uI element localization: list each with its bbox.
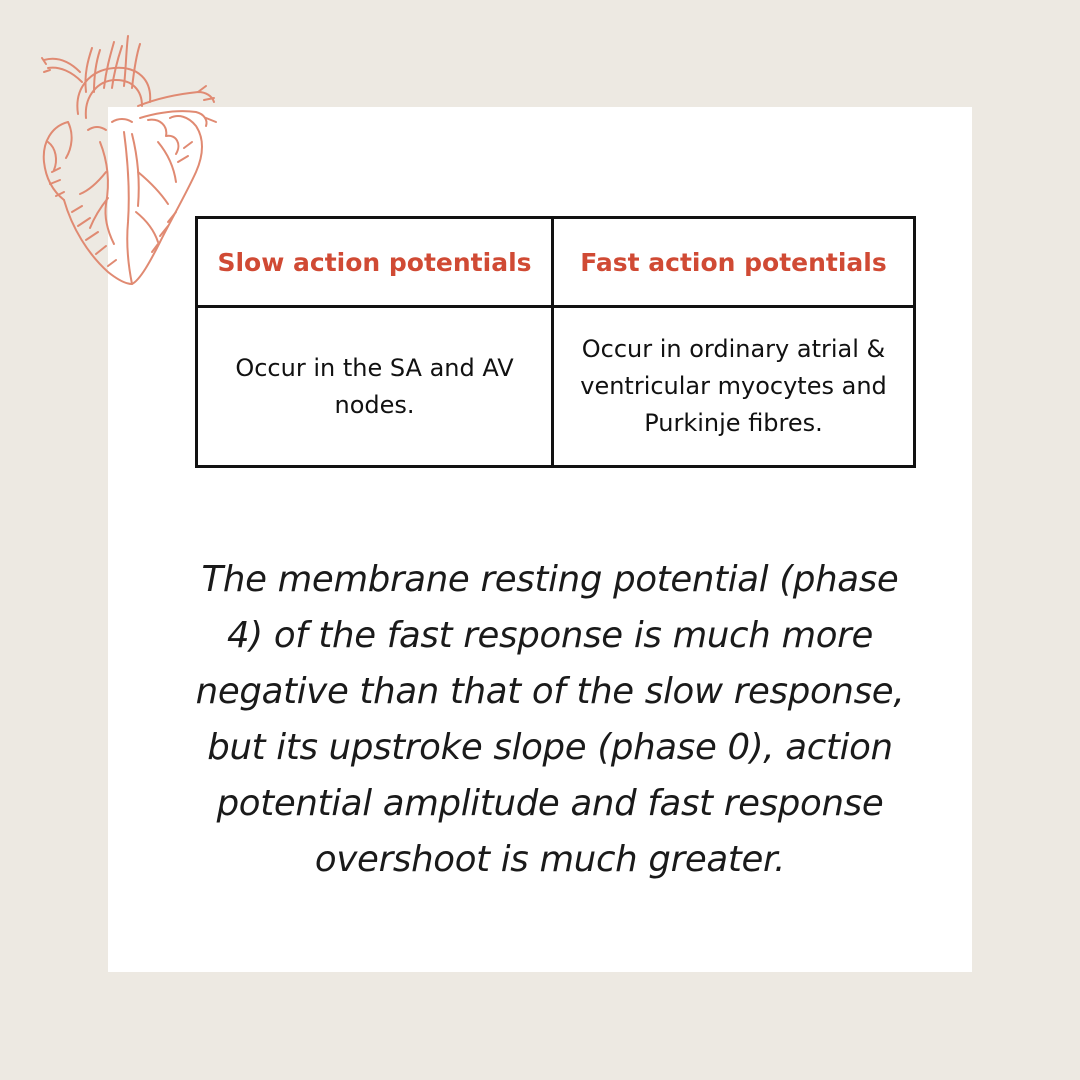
fast-action-potentials-cell: Occur in ordinary atrial & ventricular myocytes and Purkinje fibres. — [553, 307, 915, 467]
slow-action-potentials-cell: Occur in the SA and AV nodes. — [197, 307, 553, 467]
header-slow-action-potentials: Slow action potentials — [197, 218, 553, 307]
header-fast-action-potentials: Fast action potentials — [553, 218, 915, 307]
table-header-row — [197, 218, 915, 307]
explanation-paragraph: The membrane resting potential (phase 4) of the fast response is much more negative than that of the slow response, but its upstroke slope (phase 0), action potential amplitude and fast response overshoot is much greater. — [195, 559, 905, 880]
table-row — [197, 307, 915, 467]
comparison-table — [195, 216, 916, 468]
